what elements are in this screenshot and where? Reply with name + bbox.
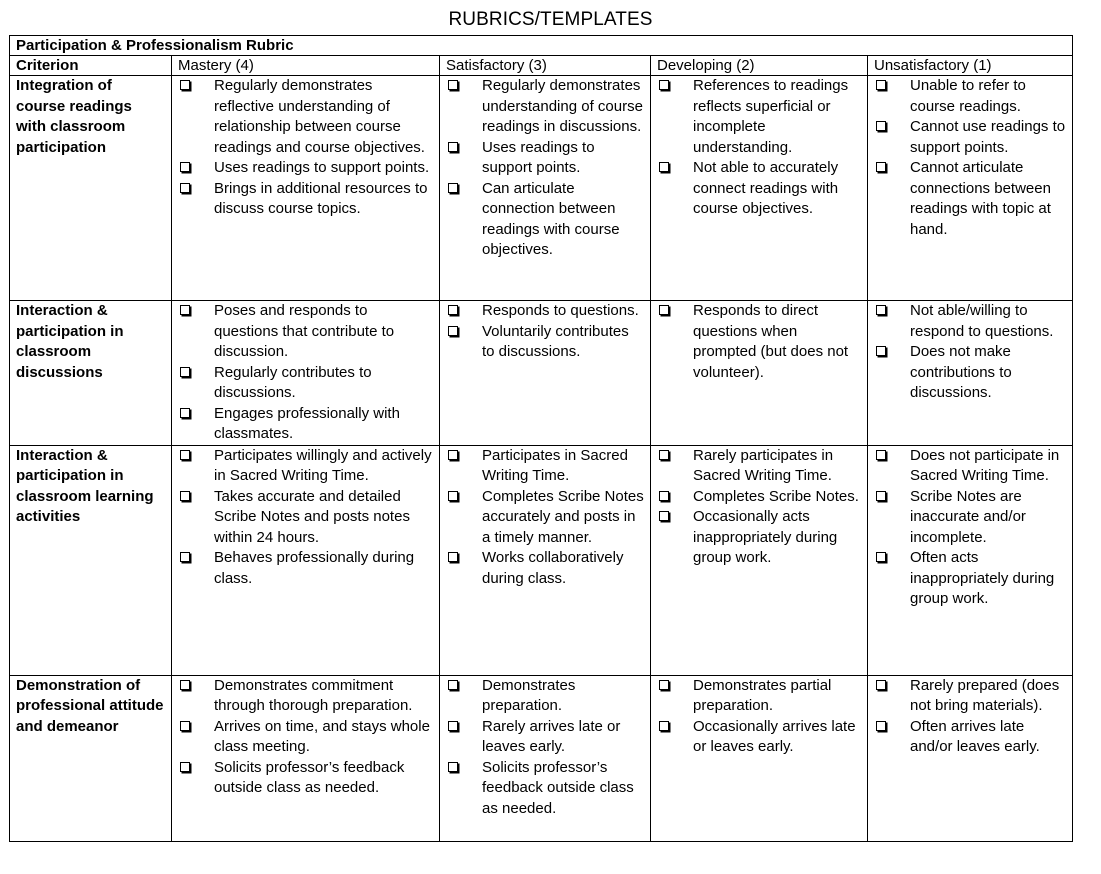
item-text: References to readings reflects superficial or incomplete understanding. [693,77,849,156]
checkbox-bullet-icon [448,142,458,152]
checkbox-bullet-icon [876,162,886,172]
item-list [178,301,433,445]
checkbox-bullet-icon [659,721,669,731]
item-text: Cannot articulate connections between readings with topic at hand. [910,159,1051,238]
checkbox-bullet-icon [876,721,886,731]
satisfactory-cell [440,301,651,446]
item-text: Takes accurate and detailed Scribe Notes and posts notes within 24 hours. [214,487,410,546]
checkbox-bullet-icon [180,721,190,731]
list-item [874,446,1066,487]
header-satisfactory: Satisfactory (3) [440,56,651,76]
checkbox-bullet-icon [448,183,458,193]
item-text: Participates in Sacred Writing Time. [482,446,628,484]
list-item [874,76,1066,117]
mastery-cell [172,76,440,301]
checkbox-bullet-icon [448,721,458,731]
list-item [446,322,644,363]
list-item [446,676,644,717]
list-item [446,446,644,487]
list-item [178,179,433,220]
list-item [178,301,433,363]
checkbox-bullet-icon [876,552,886,562]
rubric-row [10,675,1073,841]
item-list [874,446,1066,610]
list-item [657,676,861,717]
criterion-cell: Interaction & participation in classroom discussions [10,301,172,446]
list-item [874,301,1066,342]
item-text: Arrives on time, and stays whole class meeting. [214,717,430,755]
checkbox-bullet-icon [180,80,190,90]
checkbox-bullet-icon [448,680,458,690]
checkbox-bullet-icon [180,450,190,460]
rubric-row [10,76,1073,301]
unsatisfactory-cell [868,76,1073,301]
list-item [874,676,1066,717]
list-item [178,76,433,158]
item-text: Demonstrates preparation. [482,676,576,714]
list-item [178,676,433,717]
list-item [178,487,433,549]
checkbox-bullet-icon [659,450,669,460]
item-text: Solicits professor’s feedback outside class as needed. [214,758,405,796]
list-item [874,158,1066,240]
item-text: Not able/willing to respond to questions. [910,302,1054,340]
item-text: Rarely prepared (does not bring materials). [910,676,1060,714]
item-text: Responds to direct questions when prompted (but does not volunteer). [693,302,849,381]
item-text: Not able to accurately connect readings with course objectives. [693,159,839,217]
mastery-cell [172,301,440,446]
rubric-row [10,301,1073,446]
item-list [446,446,644,590]
checkbox-bullet-icon [659,162,669,172]
item-text: Demonstrates commitment through thorough preparation. [214,676,413,714]
list-item [657,487,861,508]
list-item [446,301,644,322]
list-item [178,446,433,487]
criterion-cell: Integration of course readings with classroom participation [10,76,172,301]
checkbox-bullet-icon [448,305,458,315]
item-text: Uses readings to support points. [214,159,430,176]
list-item [874,548,1066,610]
item-list [657,676,861,758]
list-item [657,301,861,383]
item-text: Responds to questions. [482,302,639,319]
developing-cell [651,76,868,301]
rubric-table [9,35,1073,842]
list-item [446,487,644,549]
developing-cell [651,675,868,841]
satisfactory-cell [440,445,651,675]
item-text: Completes Scribe Notes accurately and posts in a timely manner. [482,487,644,546]
item-text: Occasionally acts inappropriately during group work. [693,508,838,566]
item-text: Regularly demonstrates understanding of course readings in discussions. [482,77,643,135]
item-text: Poses and responds to questions that contribute to discussion. [214,302,395,360]
checkbox-bullet-icon [659,511,669,521]
list-item [446,179,644,261]
item-text: Often acts inappropriately during group work. [910,549,1055,607]
item-text: Unable to refer to course readings. [910,77,1026,115]
list-item [874,117,1066,158]
unsatisfactory-cell [868,445,1073,675]
checkbox-bullet-icon [876,680,886,690]
header-mastery: Mastery (4) [172,56,440,76]
item-text: Brings in additional resources to discuss course topics. [214,179,428,217]
item-list [657,301,861,383]
list-item [657,158,861,220]
checkbox-bullet-icon [448,762,458,772]
checkbox-bullet-icon [659,305,669,315]
list-item [446,548,644,589]
page-title: RUBRICS/TEMPLATES [448,9,653,30]
item-text: Often arrives late and/or leaves early. [910,717,1040,755]
list-item [657,507,861,569]
header-developing: Developing (2) [651,56,868,76]
item-text: Rarely participates in Sacred Writing Time. [693,446,834,484]
item-list [446,676,644,820]
unsatisfactory-cell [868,675,1073,841]
satisfactory-cell [440,76,651,301]
item-text: Behaves professionally during class. [214,549,415,587]
criterion-cell: Interaction & participation in classroom learning activities [10,445,172,675]
list-item [446,76,644,138]
checkbox-bullet-icon [659,491,669,501]
item-list [178,446,433,590]
header-row [10,56,1073,76]
checkbox-bullet-icon [876,346,886,356]
list-item [178,548,433,589]
unsatisfactory-cell [868,301,1073,446]
item-text: Participates willingly and actively in Sacred Writing Time. [214,446,432,484]
checkbox-bullet-icon [876,305,886,315]
item-text: Works collaboratively during class. [482,549,624,587]
checkbox-bullet-icon [180,552,190,562]
checkbox-bullet-icon [448,326,458,336]
item-list [874,676,1066,758]
mastery-cell [172,445,440,675]
item-list [657,76,861,220]
rubric-caption: Participation & Professionalism Rubric [10,36,1073,56]
list-item [874,342,1066,404]
item-text: Does not make contributions to discussions. [910,343,1012,401]
checkbox-bullet-icon [448,450,458,460]
developing-cell [651,301,868,446]
item-text: Completes Scribe Notes. [693,487,859,505]
checkbox-bullet-icon [180,367,190,377]
header-unsatisfactory: Unsatisfactory (1) [868,56,1073,76]
list-item [178,717,433,758]
item-text: Does not participate in Sacred Writing Time. [910,446,1060,484]
list-item [657,76,861,158]
checkbox-bullet-icon [180,162,190,172]
mastery-cell [172,675,440,841]
list-item [178,158,433,179]
checkbox-bullet-icon [448,491,458,501]
checkbox-bullet-icon [448,80,458,90]
item-list [178,676,433,799]
item-list [446,76,644,261]
list-item [178,404,433,445]
rubric-body [10,36,1073,842]
developing-cell [651,445,868,675]
checkbox-bullet-icon [180,491,190,501]
list-item [446,717,644,758]
list-item [178,363,433,404]
header-criterion: Criterion [10,56,172,76]
checkbox-bullet-icon [659,80,669,90]
checkbox-bullet-icon [876,121,886,131]
item-text: Cannot use readings to support points. [910,118,1066,156]
item-list [178,76,433,220]
item-text: Demonstrates partial preparation. [693,676,832,714]
item-list [874,301,1066,404]
item-text: Regularly demonstrates reflective understanding of relationship between course readings and course objectives. [214,77,425,156]
item-text: Voluntarily contributes to discussions. [482,322,629,360]
item-text: Solicits professor’s feedback outside class as needed. [482,758,634,817]
checkbox-bullet-icon [180,680,190,690]
list-item [657,717,861,758]
list-item [874,717,1066,758]
satisfactory-cell [440,675,651,841]
rubric-row [10,445,1073,675]
item-text: Occasionally arrives late or leaves early. [693,717,856,755]
checkbox-bullet-icon [180,183,190,193]
list-item [874,487,1066,549]
list-item [446,758,644,820]
item-list [874,76,1066,240]
caption-row [10,36,1073,56]
checkbox-bullet-icon [180,305,190,315]
item-list [657,446,861,569]
criterion-cell: Demonstration of professional attitude and demeanor [10,675,172,841]
item-text: Scribe Notes are inaccurate and/or incomplete. [910,487,1026,546]
item-text: Engages professionally with classmates. [214,404,400,442]
checkbox-bullet-icon [180,408,190,418]
item-text: Rarely arrives late or leaves early. [482,717,621,755]
checkbox-bullet-icon [876,450,886,460]
item-list [446,301,644,363]
checkbox-bullet-icon [876,491,886,501]
item-text: Regularly contributes to discussions. [214,363,372,401]
checkbox-bullet-icon [180,762,190,772]
checkbox-bullet-icon [448,552,458,562]
item-text: Can articulate connection between readings with course objectives. [482,179,620,258]
item-text: Uses readings to support points. [482,138,595,176]
list-item [446,138,644,179]
list-item [657,446,861,487]
checkbox-bullet-icon [659,680,669,690]
list-item [178,758,433,799]
checkbox-bullet-icon [876,80,886,90]
